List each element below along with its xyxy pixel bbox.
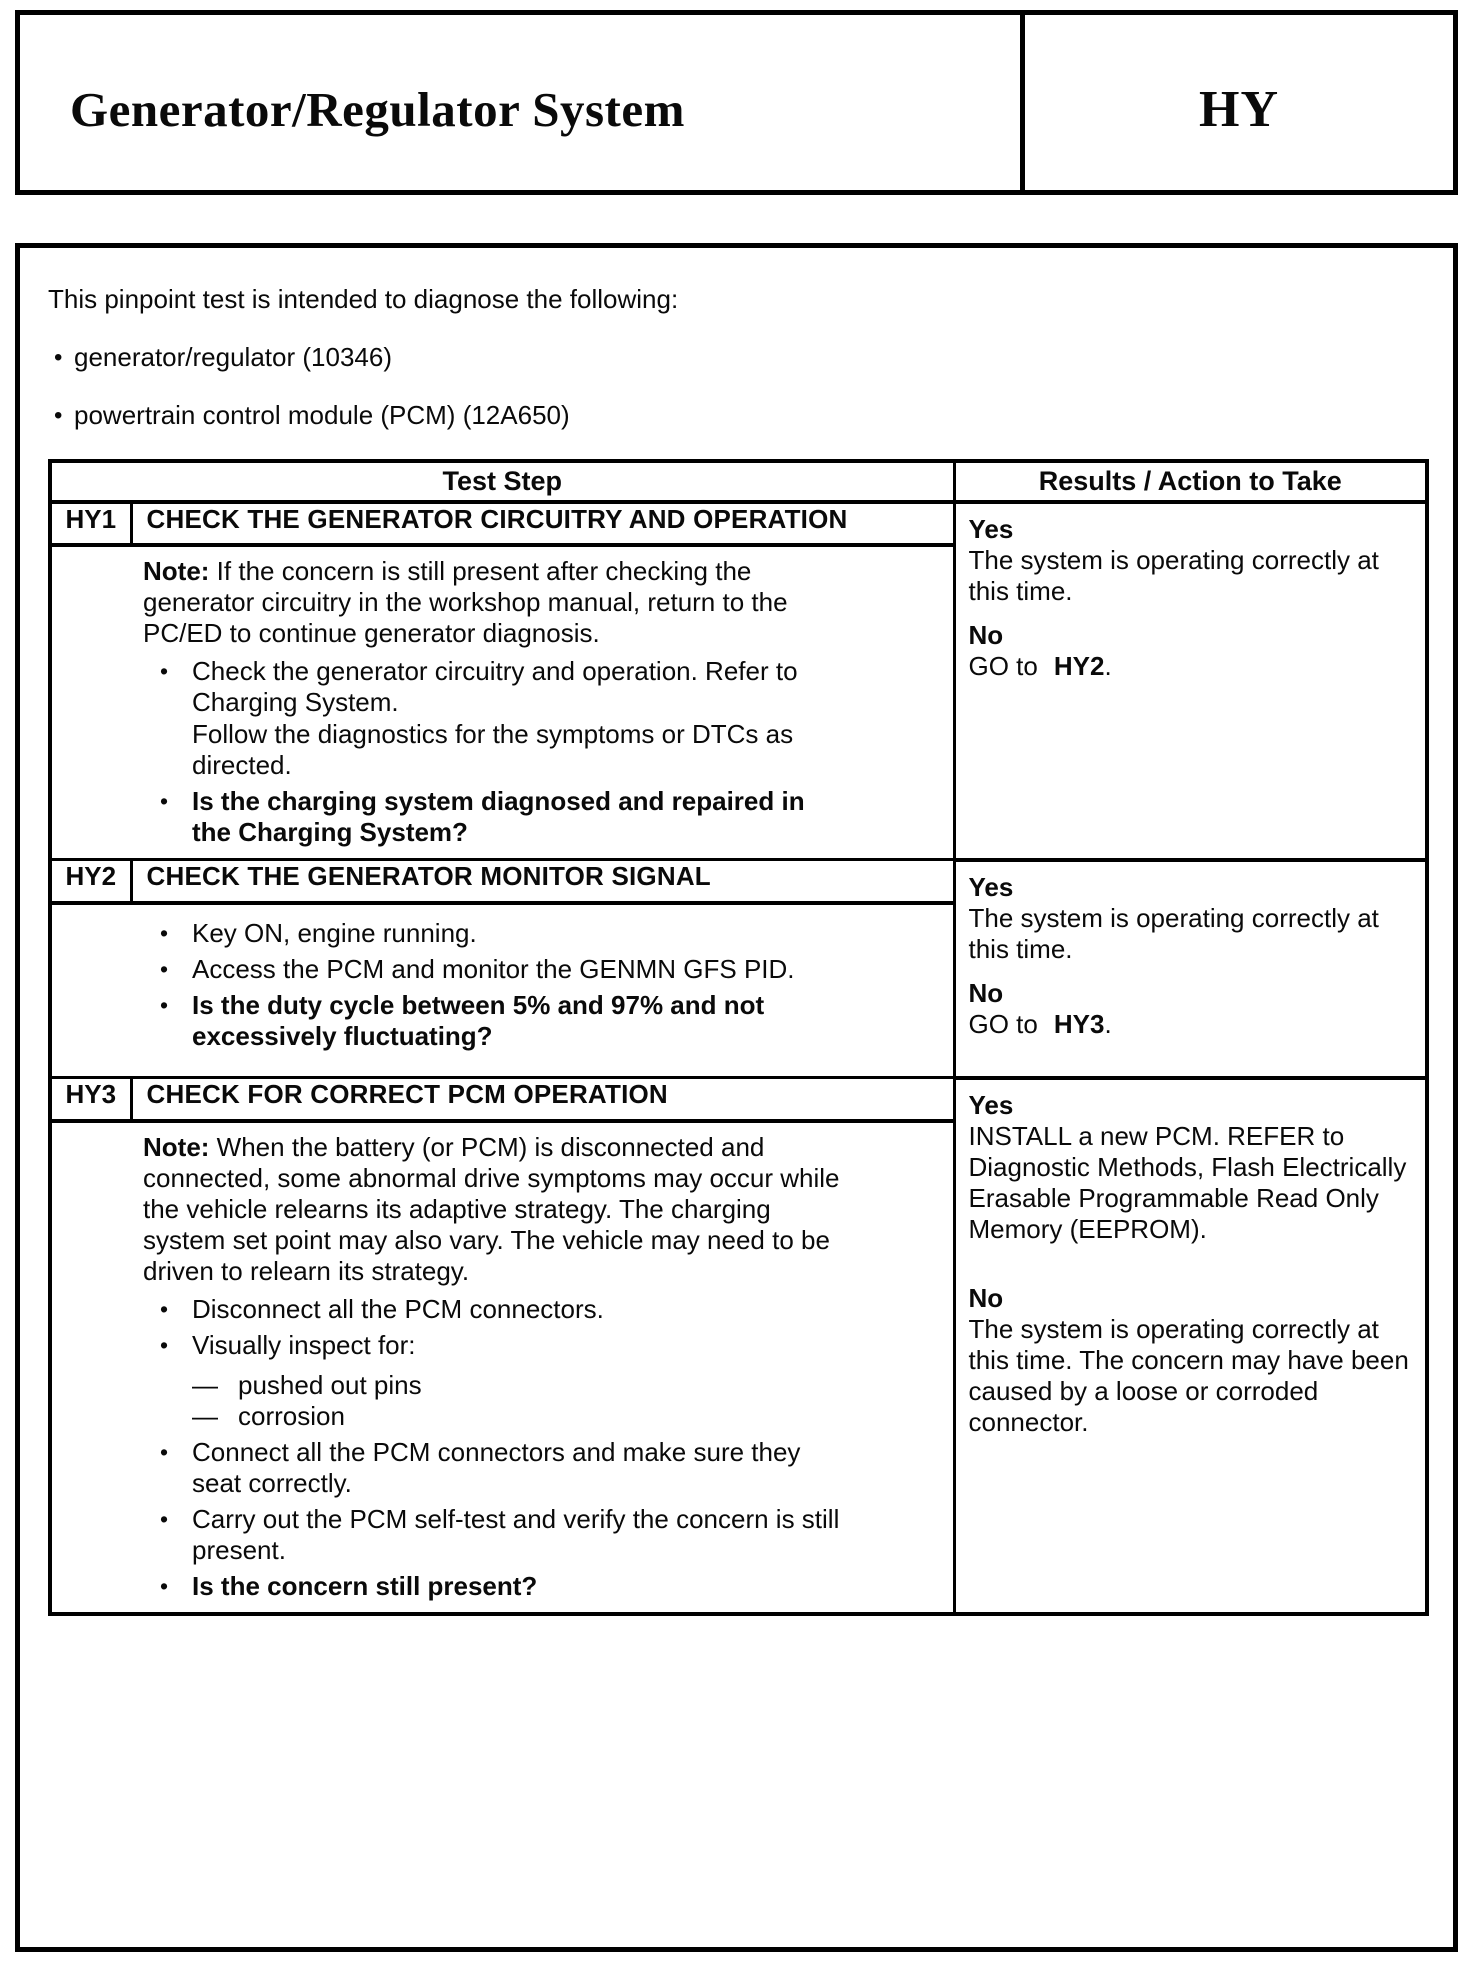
bullet-icon: • bbox=[160, 955, 169, 982]
result-answer: No bbox=[968, 1282, 1004, 1313]
intro-lead: This pinpoint test is intended to diagnose the following: bbox=[48, 284, 679, 314]
bullet-text: Check the generator circuitry and operation. Refer to Charging System. Follow the diagnostics for the symptoms or DTCs as directed. bbox=[192, 656, 847, 781]
result-action: INSTALL a new PCM. REFER to Diagnostic Methods, Flash Electrically Erasable Programmable Read Only Memory (EEPROM). bbox=[968, 1120, 1407, 1244]
column-header-test-step: Test Step bbox=[50, 461, 954, 502]
note-text: When the battery (or PCM) is disconnected and connected, some abnormal drive symptoms may occur while the vehicle relearns its adaptive strategy. The charging system set point may also vary. The vehicle may need to be driven to relearn its strategy. bbox=[143, 1131, 840, 1286]
step-header-row-hy2 bbox=[50, 860, 1427, 903]
step-id: HY3 bbox=[50, 1078, 131, 1121]
result-action: The system is operating correctly at this time. bbox=[968, 902, 1379, 964]
note-text: If the concern is still present after checking the generator circuitry in the workshop manual, return to the PC/ED to continue generator diagnosis. bbox=[143, 556, 788, 648]
step-bullet-item bbox=[143, 918, 935, 949]
step-note bbox=[143, 1132, 855, 1287]
step-instructions-cell bbox=[50, 1121, 954, 1614]
result-answer: No bbox=[968, 620, 1004, 650]
section-code: HY bbox=[1199, 81, 1279, 138]
result-yes-group bbox=[969, 1090, 1416, 1245]
bullet-text: Disconnect all the PCM connectors. bbox=[192, 1293, 604, 1324]
go-target: HY3 bbox=[1053, 1008, 1105, 1039]
bullet-icon: • bbox=[160, 1438, 169, 1465]
step-title: CHECK THE GENERATOR MONITOR SIGNAL bbox=[131, 860, 954, 903]
sub-item-text: pushed out pins bbox=[238, 1369, 422, 1400]
bullet-icon: • bbox=[160, 788, 169, 814]
step-title: CHECK FOR CORRECT PCM OPERATION bbox=[131, 1078, 954, 1121]
bullet-icon: • bbox=[160, 1295, 169, 1322]
go-target: HY2 bbox=[1053, 651, 1105, 681]
page-title: Generator/Regulator System bbox=[70, 82, 685, 137]
column-header-results: Results / Action to Take bbox=[954, 461, 1427, 502]
note-label: Note: bbox=[143, 556, 210, 586]
step-bullet-item bbox=[143, 786, 935, 848]
step-instructions-cell bbox=[50, 545, 954, 860]
step-bullet-item bbox=[143, 1504, 935, 1566]
result-yes-group bbox=[969, 514, 1416, 607]
result-no-group bbox=[969, 978, 1416, 1040]
bullet-text: Connect all the PCM connectors and make sure they seat correctly. bbox=[192, 1436, 801, 1498]
bullet-icon: • bbox=[160, 658, 169, 684]
result-no-group bbox=[969, 620, 1416, 682]
step-bullet-item bbox=[143, 1294, 935, 1325]
note-label: Note: bbox=[143, 1131, 210, 1162]
dash-icon: — bbox=[192, 1400, 218, 1431]
result-answer: Yes bbox=[968, 514, 1014, 544]
step-id: HY1 bbox=[50, 502, 131, 545]
sub-item bbox=[143, 1370, 935, 1401]
step-title: CHECK THE GENERATOR CIRCUITRY AND OPERATION bbox=[131, 502, 954, 545]
intro-item-text: generator/regulator (10346) bbox=[74, 342, 392, 372]
result-yes-group bbox=[969, 872, 1416, 965]
bullet-text: Carry out the PCM self-test and verify the concern is still present. bbox=[192, 1503, 840, 1565]
bullet-icon: • bbox=[54, 344, 63, 371]
go-suffix: . bbox=[1104, 651, 1112, 681]
step-bullet-item bbox=[143, 1330, 935, 1361]
go-prefix: GO to bbox=[968, 651, 1038, 681]
sub-item bbox=[143, 1401, 935, 1432]
intro-list-item bbox=[48, 342, 1453, 373]
step-header-row-hy3 bbox=[50, 1078, 1427, 1121]
go-prefix: GO to bbox=[968, 1008, 1038, 1039]
result-action bbox=[969, 1009, 1416, 1040]
content-panel bbox=[15, 243, 1458, 1952]
step-instructions-cell bbox=[50, 903, 954, 1078]
intro-item-text: powertrain control module (PCM) (12A650) bbox=[74, 400, 570, 430]
bullet-extra-text: Follow the diagnostics for the symptoms or DTCs as directed. bbox=[192, 719, 794, 780]
bullet-icon: • bbox=[54, 402, 63, 429]
go-suffix: . bbox=[1104, 1008, 1112, 1039]
bullet-icon: • bbox=[160, 1331, 169, 1358]
sub-item-text: corrosion bbox=[238, 1400, 345, 1431]
document-title-cell bbox=[20, 15, 1025, 190]
result-action bbox=[969, 651, 1416, 682]
step-note bbox=[143, 556, 855, 649]
bullet-question-text: Is the duty cycle between 5% and 97% and not excessively fluctuating? bbox=[192, 989, 765, 1051]
intro-list-item bbox=[48, 400, 1453, 431]
table-header-row bbox=[50, 461, 1427, 502]
bullet-icon: • bbox=[160, 919, 169, 946]
step-results-cell bbox=[954, 860, 1427, 1078]
result-answer: Yes bbox=[968, 1089, 1014, 1120]
bullet-question-text: Is the concern still present? bbox=[192, 1570, 538, 1601]
bullet-text: Access the PCM and monitor the GENMN GFS PID. bbox=[192, 953, 795, 984]
step-bullet-item bbox=[143, 990, 935, 1052]
bullet-icon: • bbox=[160, 991, 169, 1018]
step-id: HY2 bbox=[50, 860, 131, 903]
step-bullet-item bbox=[143, 656, 935, 781]
bullet-icon: • bbox=[160, 1505, 169, 1532]
step-results-cell bbox=[954, 1078, 1427, 1614]
step-results-cell bbox=[954, 502, 1427, 860]
step-bullet-item bbox=[143, 1571, 935, 1602]
pinpoint-test-table bbox=[48, 459, 1429, 1616]
result-no-group bbox=[969, 1283, 1416, 1438]
bullet-text: Key ON, engine running. bbox=[192, 917, 477, 948]
inspection-sub-list bbox=[143, 1370, 935, 1432]
bullet-question-text: Is the charging system diagnosed and repaired in the Charging System? bbox=[192, 786, 805, 847]
step-header-row-hy1 bbox=[50, 502, 1427, 545]
result-answer: Yes bbox=[968, 871, 1014, 902]
result-action: The system is operating correctly at this time. The concern may have been caused by a loose or corroded connector. bbox=[968, 1313, 1409, 1437]
dash-icon: — bbox=[192, 1369, 218, 1400]
result-answer: No bbox=[968, 977, 1004, 1008]
section-code-cell bbox=[1025, 15, 1453, 190]
bullet-text: Visually inspect for: bbox=[192, 1329, 416, 1360]
step-bullet-item bbox=[143, 1437, 935, 1499]
result-action: The system is operating correctly at this time. bbox=[968, 545, 1379, 606]
bullet-icon: • bbox=[160, 1572, 169, 1599]
step-bullet-item bbox=[143, 954, 935, 985]
document-header bbox=[15, 10, 1458, 195]
